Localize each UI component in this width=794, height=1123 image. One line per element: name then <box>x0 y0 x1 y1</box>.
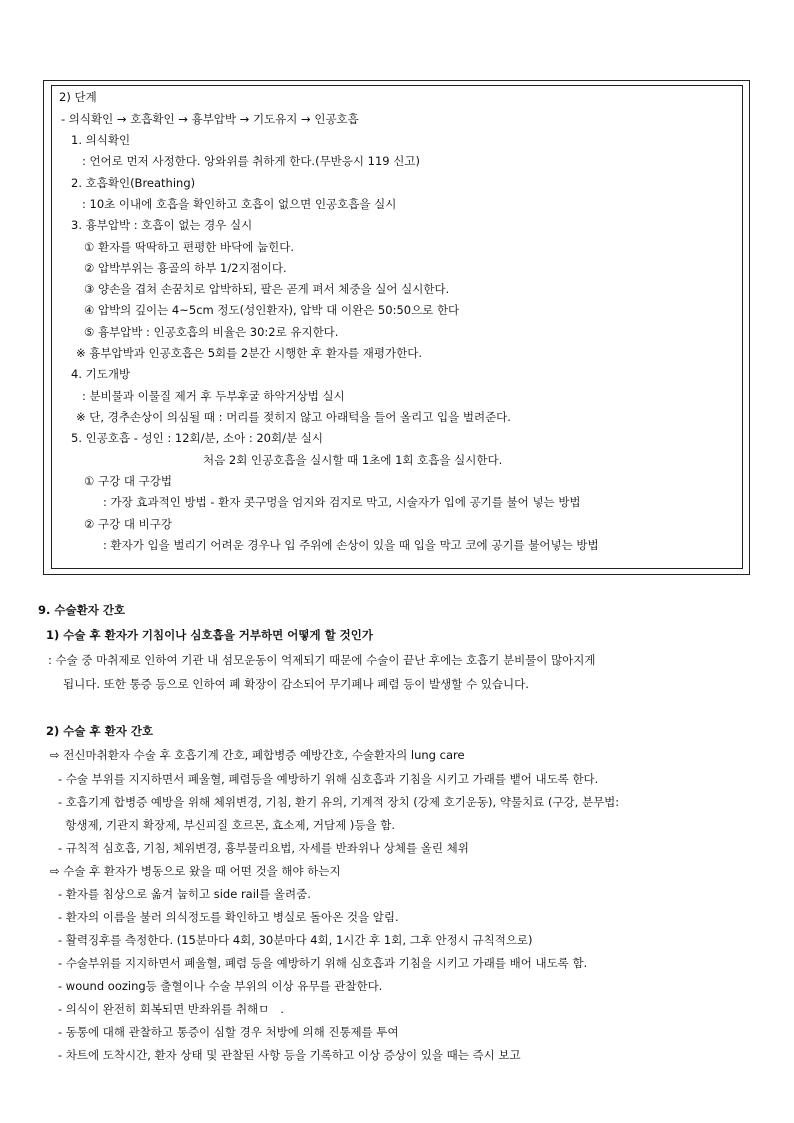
s5-title: 5. 인공호흡 - 성인 : 12회/분, 소아 : 20회/분 실시 <box>71 431 323 445</box>
list-item: - 동통에 대해 관찰하고 통증이 심할 경우 처방에 의해 진통제를 투여 <box>58 1025 399 1039</box>
s4-desc: : 분비물과 이물질 제거 후 두부후굴 하악거상법 실시 <box>82 389 345 403</box>
list-item: - 호흡기계 합병증 예방을 위해 체위변경, 기침, 환기 유의, 기계적 장치 (강제 호기운동), 약물치료 (구강, 분무법: <box>58 795 620 809</box>
list-item: - 환자를 침상으로 옮겨 눕히고 side rail를 올려줌. <box>58 887 311 901</box>
s2-title: 2. 호흡확인(Breathing) <box>71 176 196 190</box>
list-item: - 수술부위를 지지하면서 폐울혈, 폐렴 등을 예방하기 위해 심호흡과 기침을 시키고 가래를 배어 내도록 함. <box>58 956 588 970</box>
s3-item: ⑤ 흉부압박 : 인공호흡의 비율은 30:2로 유지한다. <box>84 325 339 339</box>
cpr-flow: - 의식확인 → 호흡확인 → 흉부압박 → 기도유지 → 인공호흡 <box>61 112 359 126</box>
s3-item: ④ 압박의 깊이는 4~5cm 정도(성인환자), 압박 대 이완은 50:50으로 한다 <box>84 303 460 317</box>
s3-title: 3. 흉부압박 : 호흡이 없는 경우 실시 <box>71 218 253 232</box>
s1-desc: : 언어로 먼저 사정한다. 앙와위를 취하게 한다.(무반응시 119 신고) <box>82 154 420 168</box>
list-item: - wound oozing등 출혈이나 수술 부위의 이상 유무를 관찰한다. <box>58 979 383 993</box>
arrow-heading: ⇨ 수술 후 환자가 병동으로 왔을 때 어떤 것을 해야 하는지 <box>50 864 341 878</box>
answer1-line: : 수술 중 마취제로 인하여 기관 내 섬모운동이 억제되기 때문에 수술이 끝난 후에는 호흡기 분비물이 많아지게 <box>48 653 596 667</box>
s2-desc: : 10초 이내에 호흡을 확인하고 호흡이 없으면 인공호흡을 실시 <box>82 197 397 211</box>
list-item: - 규칙적 심호흡, 기침, 체위변경, 흉부물리요법, 자세를 반좌위나 상체를 올린 체위 <box>58 841 469 855</box>
s4-title: 4. 기도개방 <box>71 367 131 381</box>
s5-method1-desc: : 가장 효과적인 방법 - 환자 콧구멍을 엄지와 검지로 막고, 시술자가 입에 공기를 불어 넣는 방법 <box>103 495 581 509</box>
answer1-line: 됩니다. 또한 통증 등으로 인하여 폐 확장이 감소되어 무기폐나 폐렴 등이 발생할 수 있습니다. <box>63 677 529 691</box>
step-heading: 2) 단계 <box>59 90 97 104</box>
s3-item: ③ 양손을 겹쳐 손꿈치로 압박하되, 팔은 곧게 펴서 체중을 실어 실시한다. <box>84 282 450 296</box>
s5-method2-title: ② 구강 대 비구강 <box>84 517 172 531</box>
s5-method1-title: ① 구강 대 구강법 <box>84 474 172 488</box>
s3-item: ② 압박부위는 흉골의 하부 1/2지점이다. <box>84 261 287 275</box>
list-item: 항생제, 기관지 확장제, 부신피질 호르몬, 효소제, 거담제 )등을 함. <box>58 818 396 832</box>
s5-method2-desc: : 환자가 입을 벌리기 어려운 경우나 입 주위에 손상이 있을 때 입을 막고 코에 공기를 불어넣는 방법 <box>103 538 599 552</box>
question2: 2) 수술 후 환자 간호 <box>46 724 154 738</box>
list-item: - 활력징후를 측정한다. (15분마다 4회, 30분마다 4회, 1시간 후 1회, 그후 안정시 규칙적으로) <box>58 933 533 947</box>
list-item: - 환자의 이름을 불러 의식정도를 확인하고 병실로 돌아온 것을 알림. <box>58 910 399 924</box>
question1: 1) 수술 후 환자가 기침이나 심호흡을 거부하면 어떻게 할 것인가 <box>46 628 374 642</box>
list-item: - 수술 부위를 지지하면서 폐울혈, 폐렴등을 예방하기 위해 심호흡과 기침을 시키고 가래를 뱉어 내도록 한다. <box>58 772 599 786</box>
s5-cont: 처음 2회 인공호흡을 실시할 때 1초에 1회 호흡을 실시한다. <box>203 453 503 467</box>
list-item: - 의식이 완전히 회복되면 반좌위를 취해ㅁ . <box>58 1002 284 1016</box>
arrow-heading: ⇨ 전신마취환자 수술 후 호흡기계 간호, 폐합병증 예방간호, 수술환자의 lung care <box>50 748 465 762</box>
s3-note: ※ 흉부압박과 인공호흡은 5회를 2분간 시행한 후 환자를 재평가한다. <box>76 346 422 360</box>
s1-title: 1. 의식확인 <box>71 133 131 147</box>
section9-title: 9. 수술환자 간호 <box>38 603 126 617</box>
s3-item: ① 환자를 딱딱하고 편평한 바닥에 눕힌다. <box>84 240 294 254</box>
s4-note: ※ 단, 경추손상이 의심될 때 : 머리를 젖히지 않고 아래턱을 들어 올리고 입을 벌려준다. <box>76 410 511 424</box>
list-item: - 차트에 도착시간, 환자 상태 및 관찰된 사항 등을 기록하고 이상 증상이 있을 때는 즉시 보고 <box>58 1048 521 1062</box>
